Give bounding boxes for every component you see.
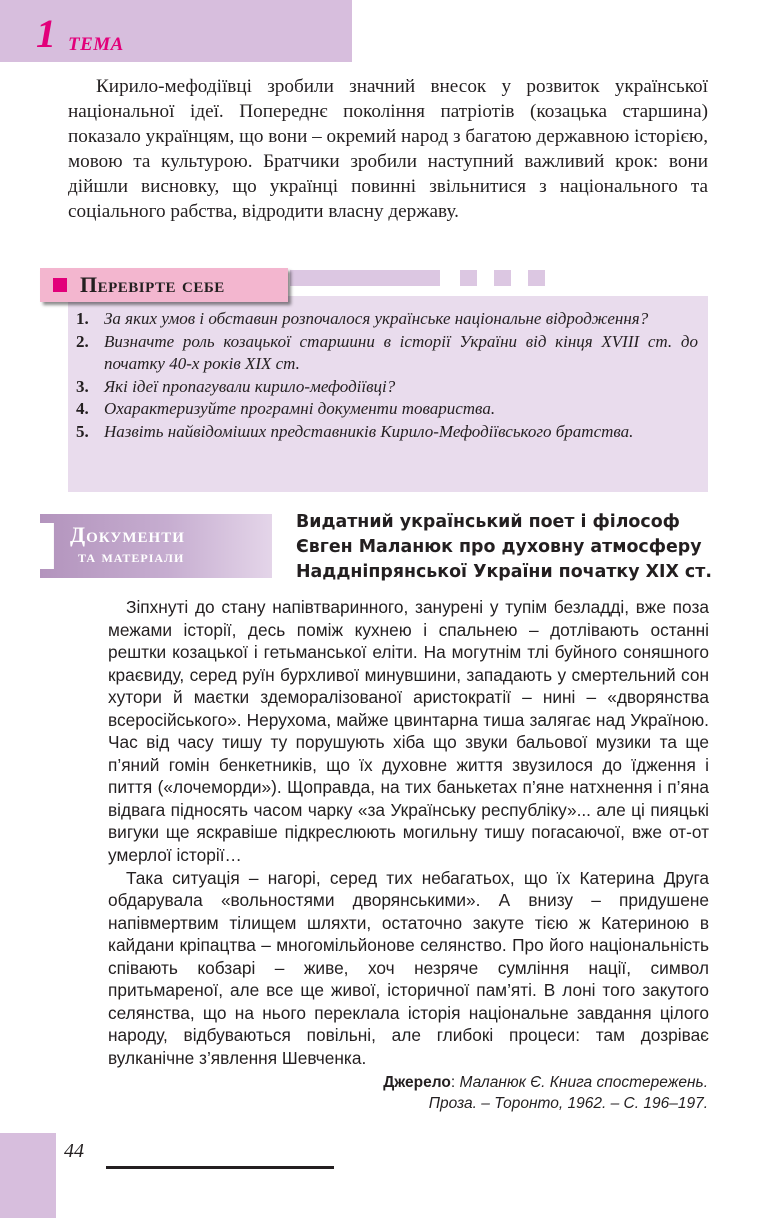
square-bullet-icon	[53, 278, 67, 292]
question-list	[76, 308, 698, 443]
self-check-heading	[40, 268, 288, 302]
page-corner-bar	[0, 1133, 56, 1218]
source-label: Джерело	[383, 1074, 451, 1091]
decor-square	[460, 270, 477, 286]
page-rule	[106, 1166, 334, 1169]
chapter-number: 1	[36, 11, 56, 56]
source-line: Маланюк Є. Книга спостережень.	[459, 1074, 708, 1091]
decor-square	[494, 270, 511, 286]
question-item: 1. За яких умов і обставин розпочалося українське національне відродження?	[76, 309, 649, 328]
question-item: 2. Визначте роль козацької старшини в історії України від кінця XVIII ст. до початку 40-х років XIX ст.	[76, 331, 698, 373]
self-check-title: Перевірте себе	[80, 272, 225, 297]
document-paragraph: Така ситуація – нагорі, серед тих небагатьох, що їх Катерина Друга обдарувала «вольностями дворянськими». А внизу – придушене напівмертвим тілищем шляхти, остаточно закуте тією ж Катериною в кайдани кріпацтва – многомільйонове селянство. Про його національність співають кобзарі – живе, хоч незряче сумління нації, символ притьмареної, але все ще живої, історичної пам’яті. В лоні того закутого селянства, що на нього переклала історія національне завдання цілого народу, відбуваються повільні, але глибокі процеси: там дозріває вулканічне з’явлення Шевченка.	[108, 867, 709, 1068]
source-citation: Джерело: Маланюк Є. Книга спостережень. Проза. – Торонто, 1962. – С. 196–197.	[290, 1072, 708, 1114]
question-item: 3. Які ідеї пропагували кирило-мефодіївці?	[76, 376, 396, 396]
intro-paragraph: Кирило-мефодіївці зробили значний внесок у розвиток української національної ідеї. Попереднє покоління патріотів (козацька старшина) показало українцям, що вони – окремий народ з багатою державною історією, мовою та культурою. Братчики зробили наступний важливий крок: вони дійшли висновку, що українці повинні звільнитися з національного та соціального рабства, відродити власну державу.	[68, 76, 708, 222]
decor-square	[528, 270, 545, 286]
question-item: 5. Назвіть найвідоміших представників Кирило-Мефодіївського братства.	[76, 421, 634, 441]
document-paragraph: Зіпхнуті до стану напівтваринного, занурені у тупім безладді, вже поза межами історії, десь поміж кухнею і спальнею – дотлівають останні рештки козацької і гетьманської еліти. На могутнім тлі буйного соняшного краєвиду, серед руїн бурхливої минувшини, западають у смертельний сон хутори й маєтки здеморалізованої аристократії – нині – «дворянства всеросійського». Нерухома, майже цвинтарна тиша залягає над Україною. Час від часу тишу ту порушують хіба що звуки бальової музики та ще п’яний гомін бенкетників, що їх духовне життя звузилося до їдження і пиття («лочеморди»). Щоправда, на тих банькетах п’яне натхнення і п’яна відвага підносять часом чарку «за Українську республіку»... але ці пияцькі вигуки ще яскравіше підкреслюють могильну тишу погасаючої, вже от-от умерлої історії…	[108, 597, 709, 866]
documents-label-line1: Документи	[70, 522, 185, 547]
question-item: 4. Охарактеризуйте програмні документи товариства.	[76, 399, 496, 418]
page-number: 44	[64, 1140, 84, 1162]
documents-label-line2: та матеріали	[78, 546, 185, 566]
document-text	[108, 596, 709, 1069]
chapter-label: ТЕМА	[68, 34, 124, 55]
decor-stripe	[290, 270, 440, 286]
document-title: Видатний український поет і філософ Євген Маланюк про духовну атмосферу Наддніпрянської України початку XIX ст.	[296, 512, 712, 582]
source-line: Проза. – Торонто, 1962. – С. 196–197.	[428, 1095, 708, 1112]
